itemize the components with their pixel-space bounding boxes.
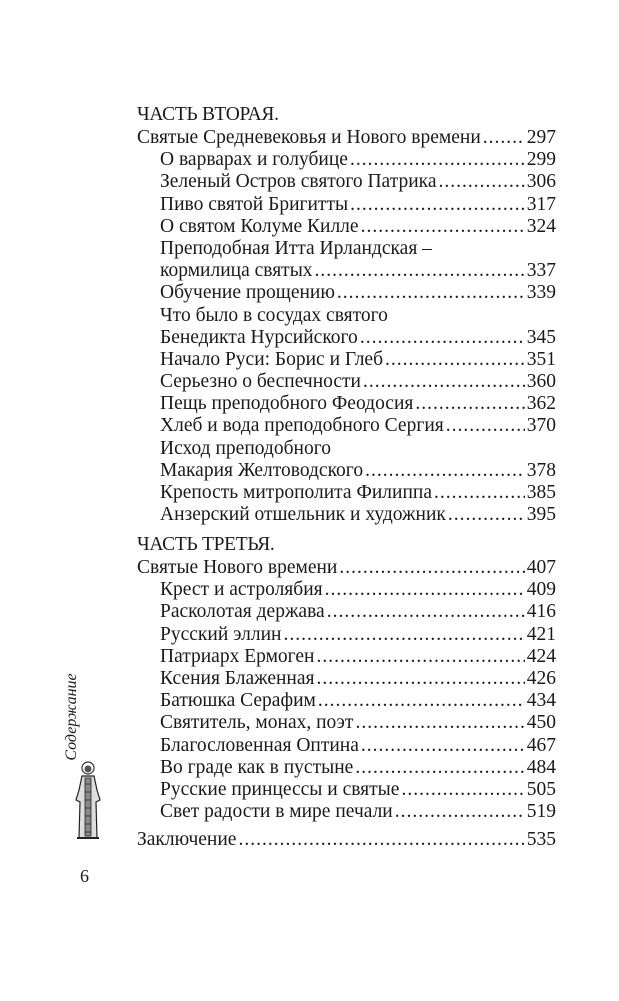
dot-leader — [448, 504, 525, 526]
dot-leader — [355, 712, 524, 734]
saint-figure-icon — [73, 760, 103, 842]
toc-row[interactable] — [137, 260, 556, 282]
dot-leader — [361, 216, 525, 238]
toc-row[interactable] — [137, 646, 556, 668]
toc-title: Крест и астролябия — [160, 579, 323, 601]
dot-leader — [365, 460, 525, 482]
toc-row[interactable] — [137, 690, 556, 712]
dot-leader — [339, 557, 524, 579]
toc-row[interactable] — [137, 712, 556, 734]
toc-title: Крепость митрополита Филиппа — [160, 482, 432, 503]
toc-row[interactable] — [137, 349, 556, 371]
toc-title: О святом Колуме Килле — [160, 215, 359, 237]
dot-leader — [355, 757, 524, 779]
toc-title: Батюшка Серафим — [160, 690, 316, 712]
part-two-heading: ЧАСТЬ ВТОРАЯ. — [137, 104, 279, 125]
toc-title: Ксения Блаженная — [160, 667, 315, 689]
part-three-entries — [137, 557, 556, 823]
toc-title: Святые Нового времени — [137, 557, 338, 578]
toc-row-conclusion[interactable] — [137, 829, 556, 851]
toc-row[interactable] — [137, 282, 556, 304]
toc-row[interactable] — [137, 460, 556, 482]
toc-title: Русские принцессы и святые — [160, 778, 400, 800]
toc-row[interactable] — [137, 779, 556, 801]
toc-title: Заключение — [137, 829, 237, 850]
toc-page: 362 — [526, 393, 556, 415]
dot-leader — [438, 171, 524, 193]
toc-title: Бенедикта Нурсийского — [160, 326, 358, 348]
dot-leader — [350, 194, 525, 216]
part-three-heading: ЧАСТЬ ТРЕТЬЯ. — [137, 534, 275, 555]
part-two-entries — [137, 127, 556, 526]
toc-page: 409 — [526, 579, 556, 601]
toc-row[interactable] — [137, 579, 556, 601]
dot-leader — [316, 668, 524, 690]
toc-title: Патриарх Ермоген — [160, 645, 315, 667]
toc-page: 407 — [526, 557, 556, 578]
dot-leader — [483, 127, 525, 149]
toc-page: 324 — [526, 215, 556, 237]
toc-page: 299 — [526, 149, 556, 171]
toc-title: Пещь преподобного Феодосия — [160, 393, 414, 415]
toc-title: Благословенная Оптина — [160, 734, 359, 756]
toc-row[interactable] — [137, 757, 556, 779]
dot-leader — [360, 327, 525, 349]
toc-title: Преподобная Итта Ирландская – — [160, 237, 432, 259]
toc-page: 505 — [526, 778, 556, 800]
toc-row[interactable] — [137, 482, 556, 504]
toc-page: 535 — [526, 829, 556, 850]
toc-page: 385 — [526, 482, 556, 503]
toc-page: 360 — [526, 371, 556, 393]
toc-title: Свет радости в мире печали — [160, 801, 393, 823]
toc-page: 378 — [526, 459, 556, 481]
toc-row[interactable] — [137, 216, 556, 238]
toc-title: Макария Желтоводского — [160, 459, 364, 481]
toc-title: Пиво святой Бригитты — [160, 193, 349, 215]
toc-page: 416 — [526, 601, 556, 623]
dot-leader — [385, 349, 525, 371]
toc-row[interactable] — [137, 438, 556, 460]
dot-leader — [350, 149, 525, 171]
toc-row[interactable] — [137, 393, 556, 415]
dot-leader — [363, 371, 525, 393]
toc-title: Зеленый Остров святого Патрика — [160, 171, 437, 193]
dot-leader — [325, 579, 525, 601]
toc-row[interactable] — [137, 624, 556, 646]
toc-page: 306 — [526, 171, 556, 193]
toc-page: 337 — [526, 260, 556, 282]
dot-leader — [337, 282, 525, 304]
toc-page: 345 — [526, 326, 556, 348]
toc-row[interactable] — [137, 127, 556, 149]
toc-page: 339 — [526, 282, 556, 304]
toc-title: кормилица святых — [160, 260, 313, 282]
toc-page: 519 — [526, 801, 556, 823]
toc-row[interactable] — [137, 371, 556, 393]
running-head: Содержание — [63, 673, 80, 761]
toc-page: 370 — [526, 415, 556, 437]
toc-page: 395 — [526, 504, 556, 526]
toc-row[interactable] — [137, 194, 556, 216]
toc-title: Расколотая держава — [160, 601, 325, 623]
dot-leader — [327, 601, 525, 623]
dot-leader — [446, 415, 525, 437]
toc-title: О варварах и голубице — [160, 149, 348, 171]
toc-row[interactable] — [137, 327, 556, 349]
toc-row[interactable] — [137, 171, 556, 193]
toc-row[interactable] — [137, 415, 556, 437]
toc-page: 467 — [526, 734, 556, 756]
toc-row[interactable] — [137, 601, 556, 623]
toc-title: Святые Средневековья и Нового времени — [137, 127, 481, 148]
toc-title: Анзерский отшельник и художник — [160, 504, 446, 526]
toc-page: 421 — [526, 623, 556, 645]
toc-row[interactable] — [137, 149, 556, 171]
toc-row[interactable] — [137, 305, 556, 327]
toc-page: 424 — [526, 645, 556, 667]
dot-leader — [415, 393, 524, 415]
toc-page: 450 — [526, 712, 556, 734]
page-number: 6 — [80, 866, 89, 886]
toc-row[interactable] — [137, 504, 556, 526]
dot-leader — [401, 779, 524, 801]
dot-leader — [283, 624, 524, 646]
dot-leader — [315, 260, 525, 282]
dot-leader — [317, 646, 525, 668]
dot-leader — [361, 735, 525, 757]
toc-title: Обучение прощению — [160, 282, 335, 304]
toc-page: 297 — [526, 127, 556, 148]
conclusion-entry — [137, 829, 556, 851]
toc-title: Что было в сосудах святого — [160, 304, 388, 326]
toc-page: 426 — [526, 667, 556, 689]
toc-title: Во граде как в пустыне — [160, 756, 354, 778]
toc-row[interactable] — [137, 557, 556, 579]
toc-title: Начало Руси: Борис и Глеб — [160, 348, 384, 370]
toc-page: 317 — [526, 193, 556, 215]
toc-row[interactable] — [137, 668, 556, 690]
toc-page: 351 — [526, 348, 556, 370]
toc-title: Русский эллин — [160, 623, 282, 645]
toc-page: 434 — [526, 690, 556, 712]
toc-title: Святитель, монах, поэт — [160, 712, 354, 734]
dot-leader — [395, 801, 525, 823]
toc-title: Исход преподобного — [160, 437, 331, 459]
dot-leader — [238, 829, 524, 851]
toc-row[interactable] — [137, 238, 556, 260]
dot-leader — [434, 482, 525, 504]
toc-title: Хлеб и вода преподобного Сергия — [160, 415, 444, 437]
toc-row[interactable] — [137, 735, 556, 757]
toc-title: Серьезно о беспечности — [160, 371, 361, 393]
toc-page: 484 — [526, 756, 556, 778]
toc-row[interactable] — [137, 801, 556, 823]
dot-leader — [318, 690, 525, 712]
